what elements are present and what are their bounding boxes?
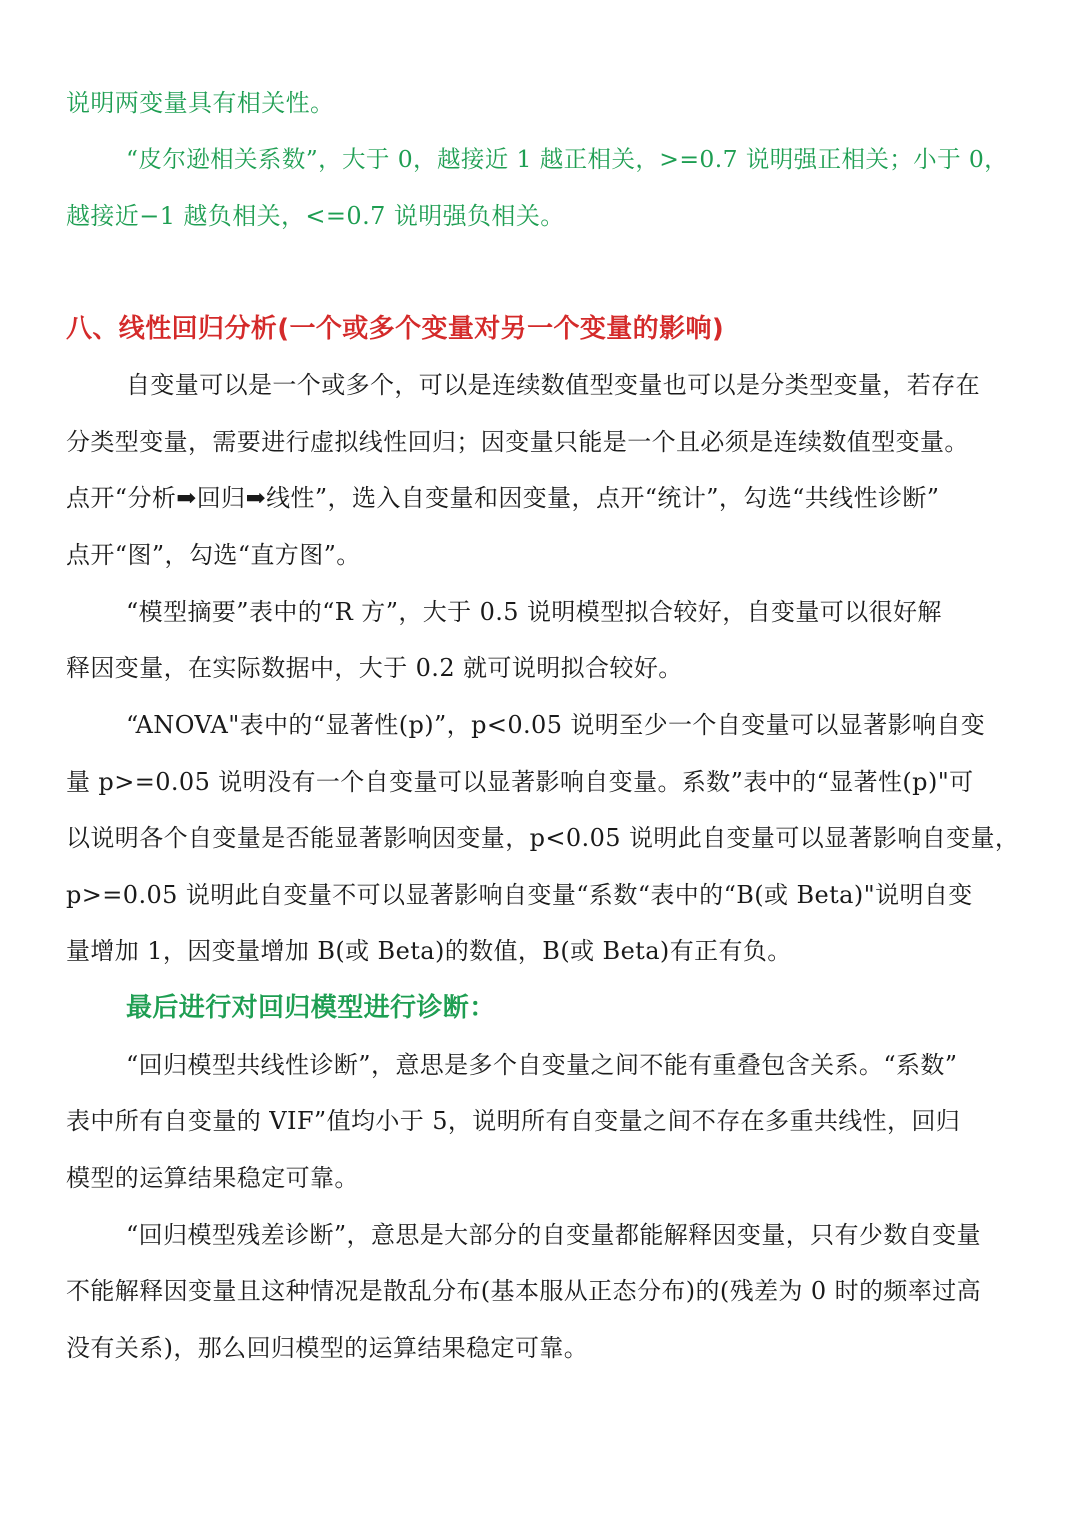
paragraph-line: 不能解释因变量且这种情况是散乱分布(基本服从正态分布)的(残差为 0 时的频率过高 [66,1277,982,1305]
paragraph-line: 自变量可以是一个或多个，可以是连续数值型变量也可以是分类型变量，若存在 [126,371,980,399]
paragraph-line: 以说明各个自变量是否能显著影响因变量，p<0.05 说明此自变量可以显著影响自变量， [66,824,1020,852]
subsection-heading: 最后进行对回归模型进行诊断： [126,993,496,1023]
section-heading: 八、线性回归分析(一个或多个变量对另一个变量的影响) [66,314,725,344]
paragraph-line: 没有关系)，那么回归模型的运算结果稳定可靠。 [66,1334,589,1362]
paragraph-line: 点开“分析➡回归➡线性”，选入自变量和因变量，点开“统计”，勾选“共线性诊断” [66,484,940,512]
paragraph-line: 量 p>=0.05 说明没有一个自变量可以显著影响自变量。系数”表中的“显著性(p)"可 [66,768,974,796]
intro-line-2: “皮尔逊相关系数”，大于 0，越接近 1 越正相关，>=0.7 说明强正相关；小于 0， [126,145,1009,173]
paragraph-line: “模型摘要”表中的“R 方”，大于 0.5 说明模型拟合较好，自变量可以很好解 [126,598,942,626]
paragraph-line: 分类型变量，需要进行虚拟线性回归；因变量只能是一个且必须是连续数值型变量。 [66,428,969,456]
paragraph-line: 量增加 1，因变量增加 B(或 Beta)的数值，B(或 Beta)有正有负。 [66,937,792,965]
intro-line-3: 越接近−1 越负相关，<=0.7 说明强负相关。 [66,202,565,230]
paragraph-line: “回归模型共线性诊断”，意思是多个自变量之间不能有重叠包含关系。“系数” [126,1051,958,1079]
paragraph-line: 释因变量，在实际数据中，大于 0.2 就可说明拟合较好。 [66,654,683,682]
paragraph-line: p>=0.05 说明此自变量不可以显著影响自变量“系数“表中的“B(或 Beta)"说明自变 [66,881,973,909]
paragraph-line: “ANOVA"表中的“显著性(p)”，p<0.05 说明至少一个自变量可以显著影响自变 [126,711,986,739]
paragraph-line: “回归模型残差诊断”，意思是大部分的自变量都能解释因变量，只有少数自变量 [126,1221,981,1249]
intro-line-1: 说明两变量具有相关性。 [66,89,335,117]
paragraph-line: 表中所有自变量的 VIF”值均小于 5，说明所有自变量之间不存在多重共线性，回归 [66,1107,961,1135]
paragraph-line: 模型的运算结果稳定可靠。 [66,1164,359,1192]
paragraph-line: 点开“图”，勾选“直方图”。 [66,541,361,569]
